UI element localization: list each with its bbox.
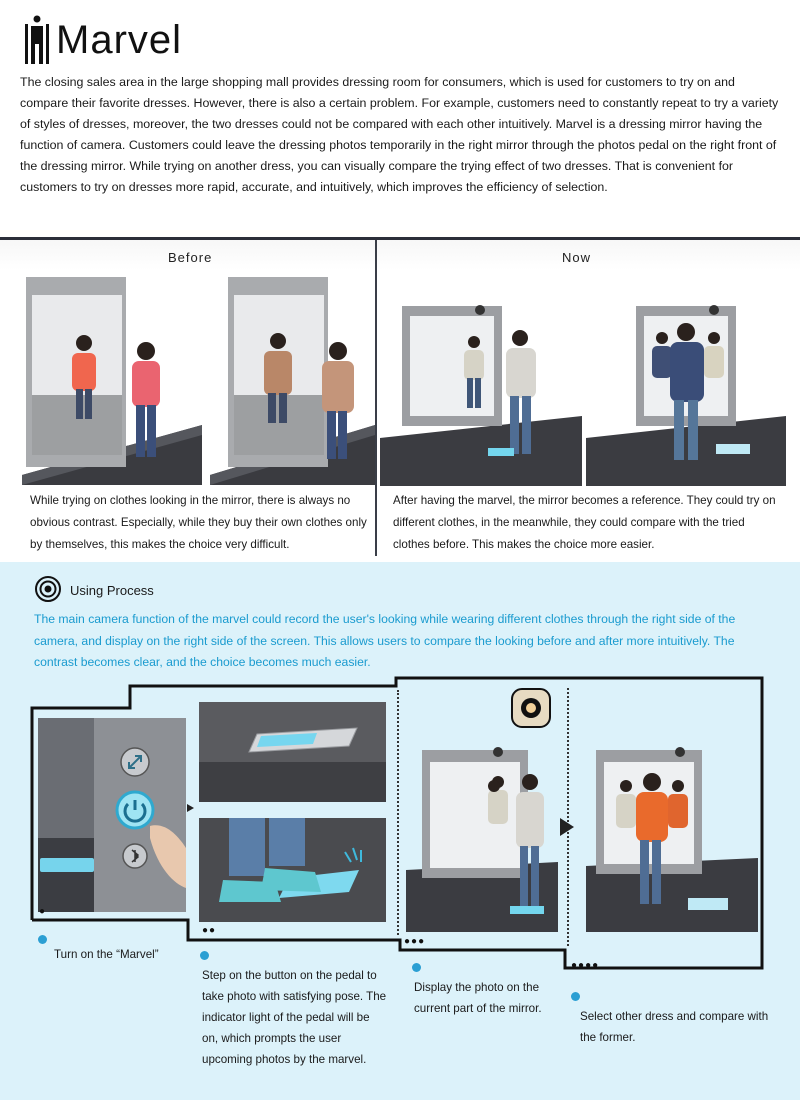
process-title: Using Process <box>70 583 154 598</box>
before-caption: While trying on clothes looking in the mirror, there is always no obvious contrast. Especially, while they buy their own clothes only by themselves, this makes the choice very difficult. <box>30 494 367 551</box>
camera-icon <box>510 687 552 729</box>
column-divider <box>375 240 377 556</box>
before-scene-1-image <box>22 275 202 485</box>
step-4-text: Select other dress and compare with the former. <box>580 1010 769 1044</box>
step-4-counter: ●●●● <box>571 960 600 971</box>
step-2-counter: ●● <box>202 925 217 936</box>
before-scene-2-image <box>210 275 375 485</box>
step-4-compare-image <box>586 742 758 932</box>
step-2-foot-on-pedal-image <box>199 818 386 922</box>
step-3-marker <box>412 963 421 972</box>
arrow-right-icon <box>187 804 194 812</box>
target-icon <box>35 576 61 602</box>
process-description: The main camera function of the marvel could record the user's looking while wearing different clothes through the right side of the camera, and display on the right side of the screen. This allows users to compare the looking before and after more intuitively. The contrast becomes clear, and the choice becomes much easier. <box>34 612 736 669</box>
before-title: Before <box>168 250 213 265</box>
step-3-text: Display the photo on the current part of the mirror. <box>414 981 542 1015</box>
now-scene-2-image <box>586 298 786 486</box>
step-4-marker <box>571 992 580 1001</box>
step-1-marker <box>38 935 47 944</box>
step-2-marker <box>200 951 209 960</box>
step-3-counter: ●●● <box>404 936 426 947</box>
page-title: Marvel <box>56 18 183 62</box>
marvel-logo-icon <box>22 14 50 66</box>
step-3-mirror-image <box>406 740 558 932</box>
step-2-pedal-image <box>199 702 386 802</box>
now-scene-1-image <box>380 298 582 486</box>
now-title: Now <box>562 250 592 265</box>
step-divider <box>567 688 569 946</box>
step-1-counter: ● <box>39 906 47 917</box>
step-2-text: Step on the button on the pedal to take photo with satisfying pose. The indicator light of the pedal will be on, which prompts the user upcoming photos by the marvel. <box>202 969 387 1066</box>
step-1-text: Turn on the “Marvel” <box>54 948 159 961</box>
step-1-control-panel-image <box>38 718 186 912</box>
step-divider <box>397 690 399 935</box>
intro-paragraph: The closing sales area in the large shopping mall provides dressing room for consumers, which is used for customers to try on and compare their favorite dresses. However, there is also a certain problem. For example, customers need to constantly repeat to try a variety of styles of dresses, moreover, the two dresses could not be compared with each other intuitively. Marvel is a dressing mirror having the function of camera. Customers could leave the dressing photos temporarily in the right mirror through the photos pedal on the right front of the dressing mirror. While trying on another dress, you can visually compare the trying effect of two dresses. That is convenient for customers to try on dresses more rapid, accurate, and intuitively, which improves the efficiency of selection. <box>20 75 779 194</box>
arrow-right-icon <box>560 818 574 836</box>
now-caption: After having the marvel, the mirror becomes a reference. They could try on different clothes, in the meanwhile, they could compare with the tried clothes before. This makes the choice more easier. <box>393 494 776 551</box>
